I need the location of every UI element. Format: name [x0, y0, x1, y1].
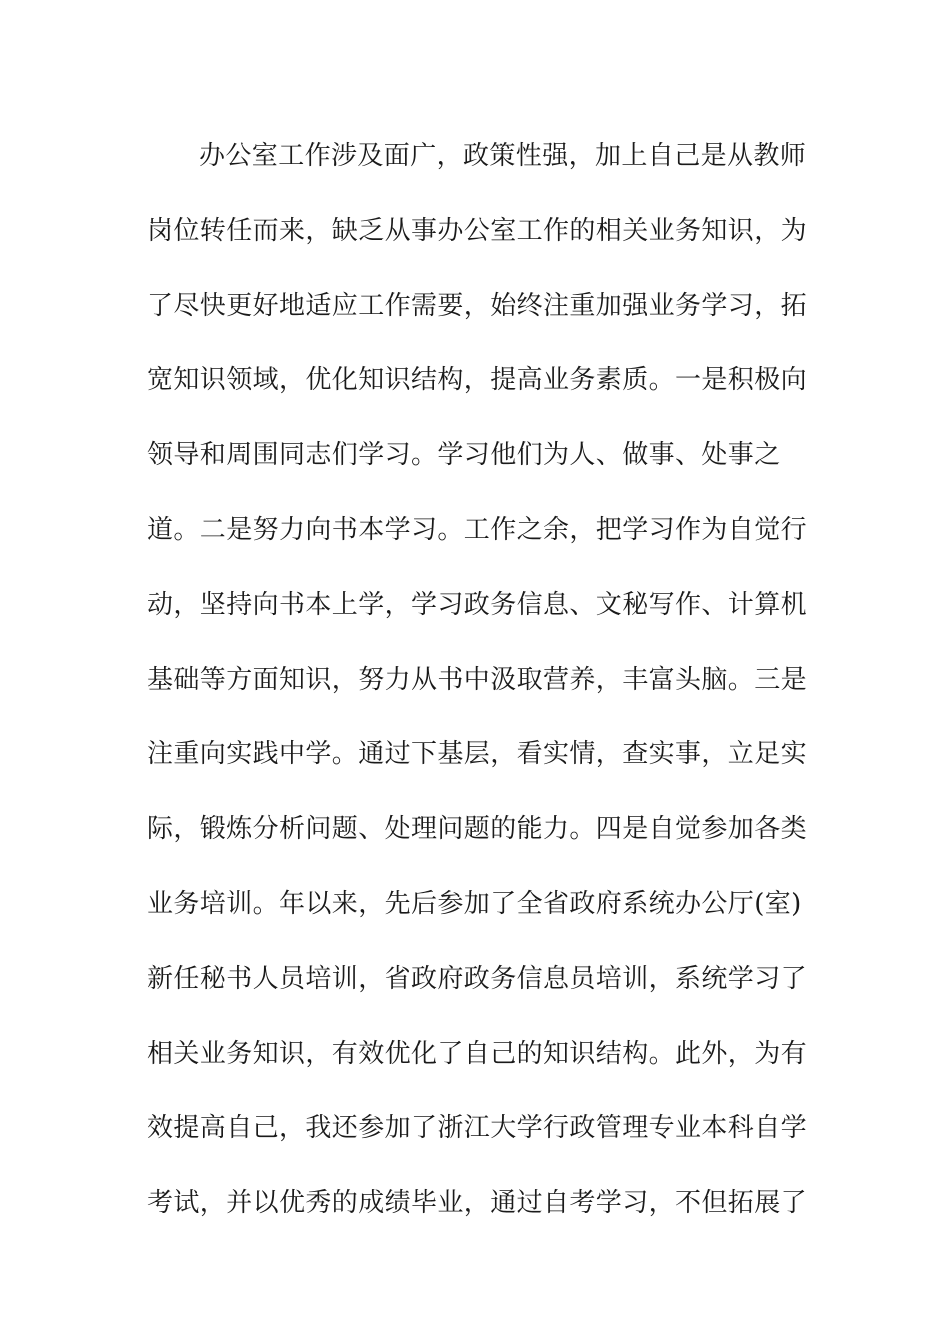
- paragraph-line-13: 相关业务知识，有效优化了自己的知识结构。此外，为有: [147, 1038, 808, 1069]
- paragraph-line-5: 领导和周围同志们学习。学习他们为人、做事、处事之: [147, 440, 781, 471]
- paragraph-line-2: 岗位转任而来，缺乏从事办公室工作的相关业务知识，为: [147, 215, 808, 246]
- paragraph-line-3: 了尽快更好地适应工作需要，始终注重加强业务学习，拓: [147, 290, 808, 321]
- paragraph-line-15: 考试，并以优秀的成绩毕业，通过自考学习，不但拓展了: [147, 1188, 808, 1219]
- paragraph-line-7: 动，坚持向书本上学，学习政务信息、文秘写作、计算机: [147, 589, 808, 620]
- body-paragraph: [147, 130, 808, 1252]
- paragraph-line-14: 效提高自己，我还参加了浙江大学行政管理专业本科自学: [147, 1113, 808, 1144]
- paragraph-line-10: 际，锻炼分析问题、处理问题的能力。四是自觉参加各类: [147, 814, 808, 845]
- paragraph-line-6: 道。二是努力向书本学习。工作之余，把学习作为自觉行: [147, 514, 808, 545]
- paragraph-line-8: 基础等方面知识，努力从书中汲取营养，丰富头脑。三是: [147, 664, 808, 695]
- paragraph-line-12: 新任秘书人员培训，省政府政务信息员培训，系统学习了: [147, 963, 808, 994]
- paragraph-line-4: 宽知识领域，优化知识结构，提高业务素质。一是积极向: [147, 365, 808, 396]
- paragraph-line-9: 注重向实践中学。通过下基层，看实情，查实事，立足实: [147, 739, 808, 770]
- paragraph-line-11: 业务培训。年以来，先后参加了全省政府系统办公厅(室): [147, 888, 802, 919]
- paragraph-line-1: 办公室工作涉及面广，政策性强，加上自己是从教师: [199, 141, 807, 171]
